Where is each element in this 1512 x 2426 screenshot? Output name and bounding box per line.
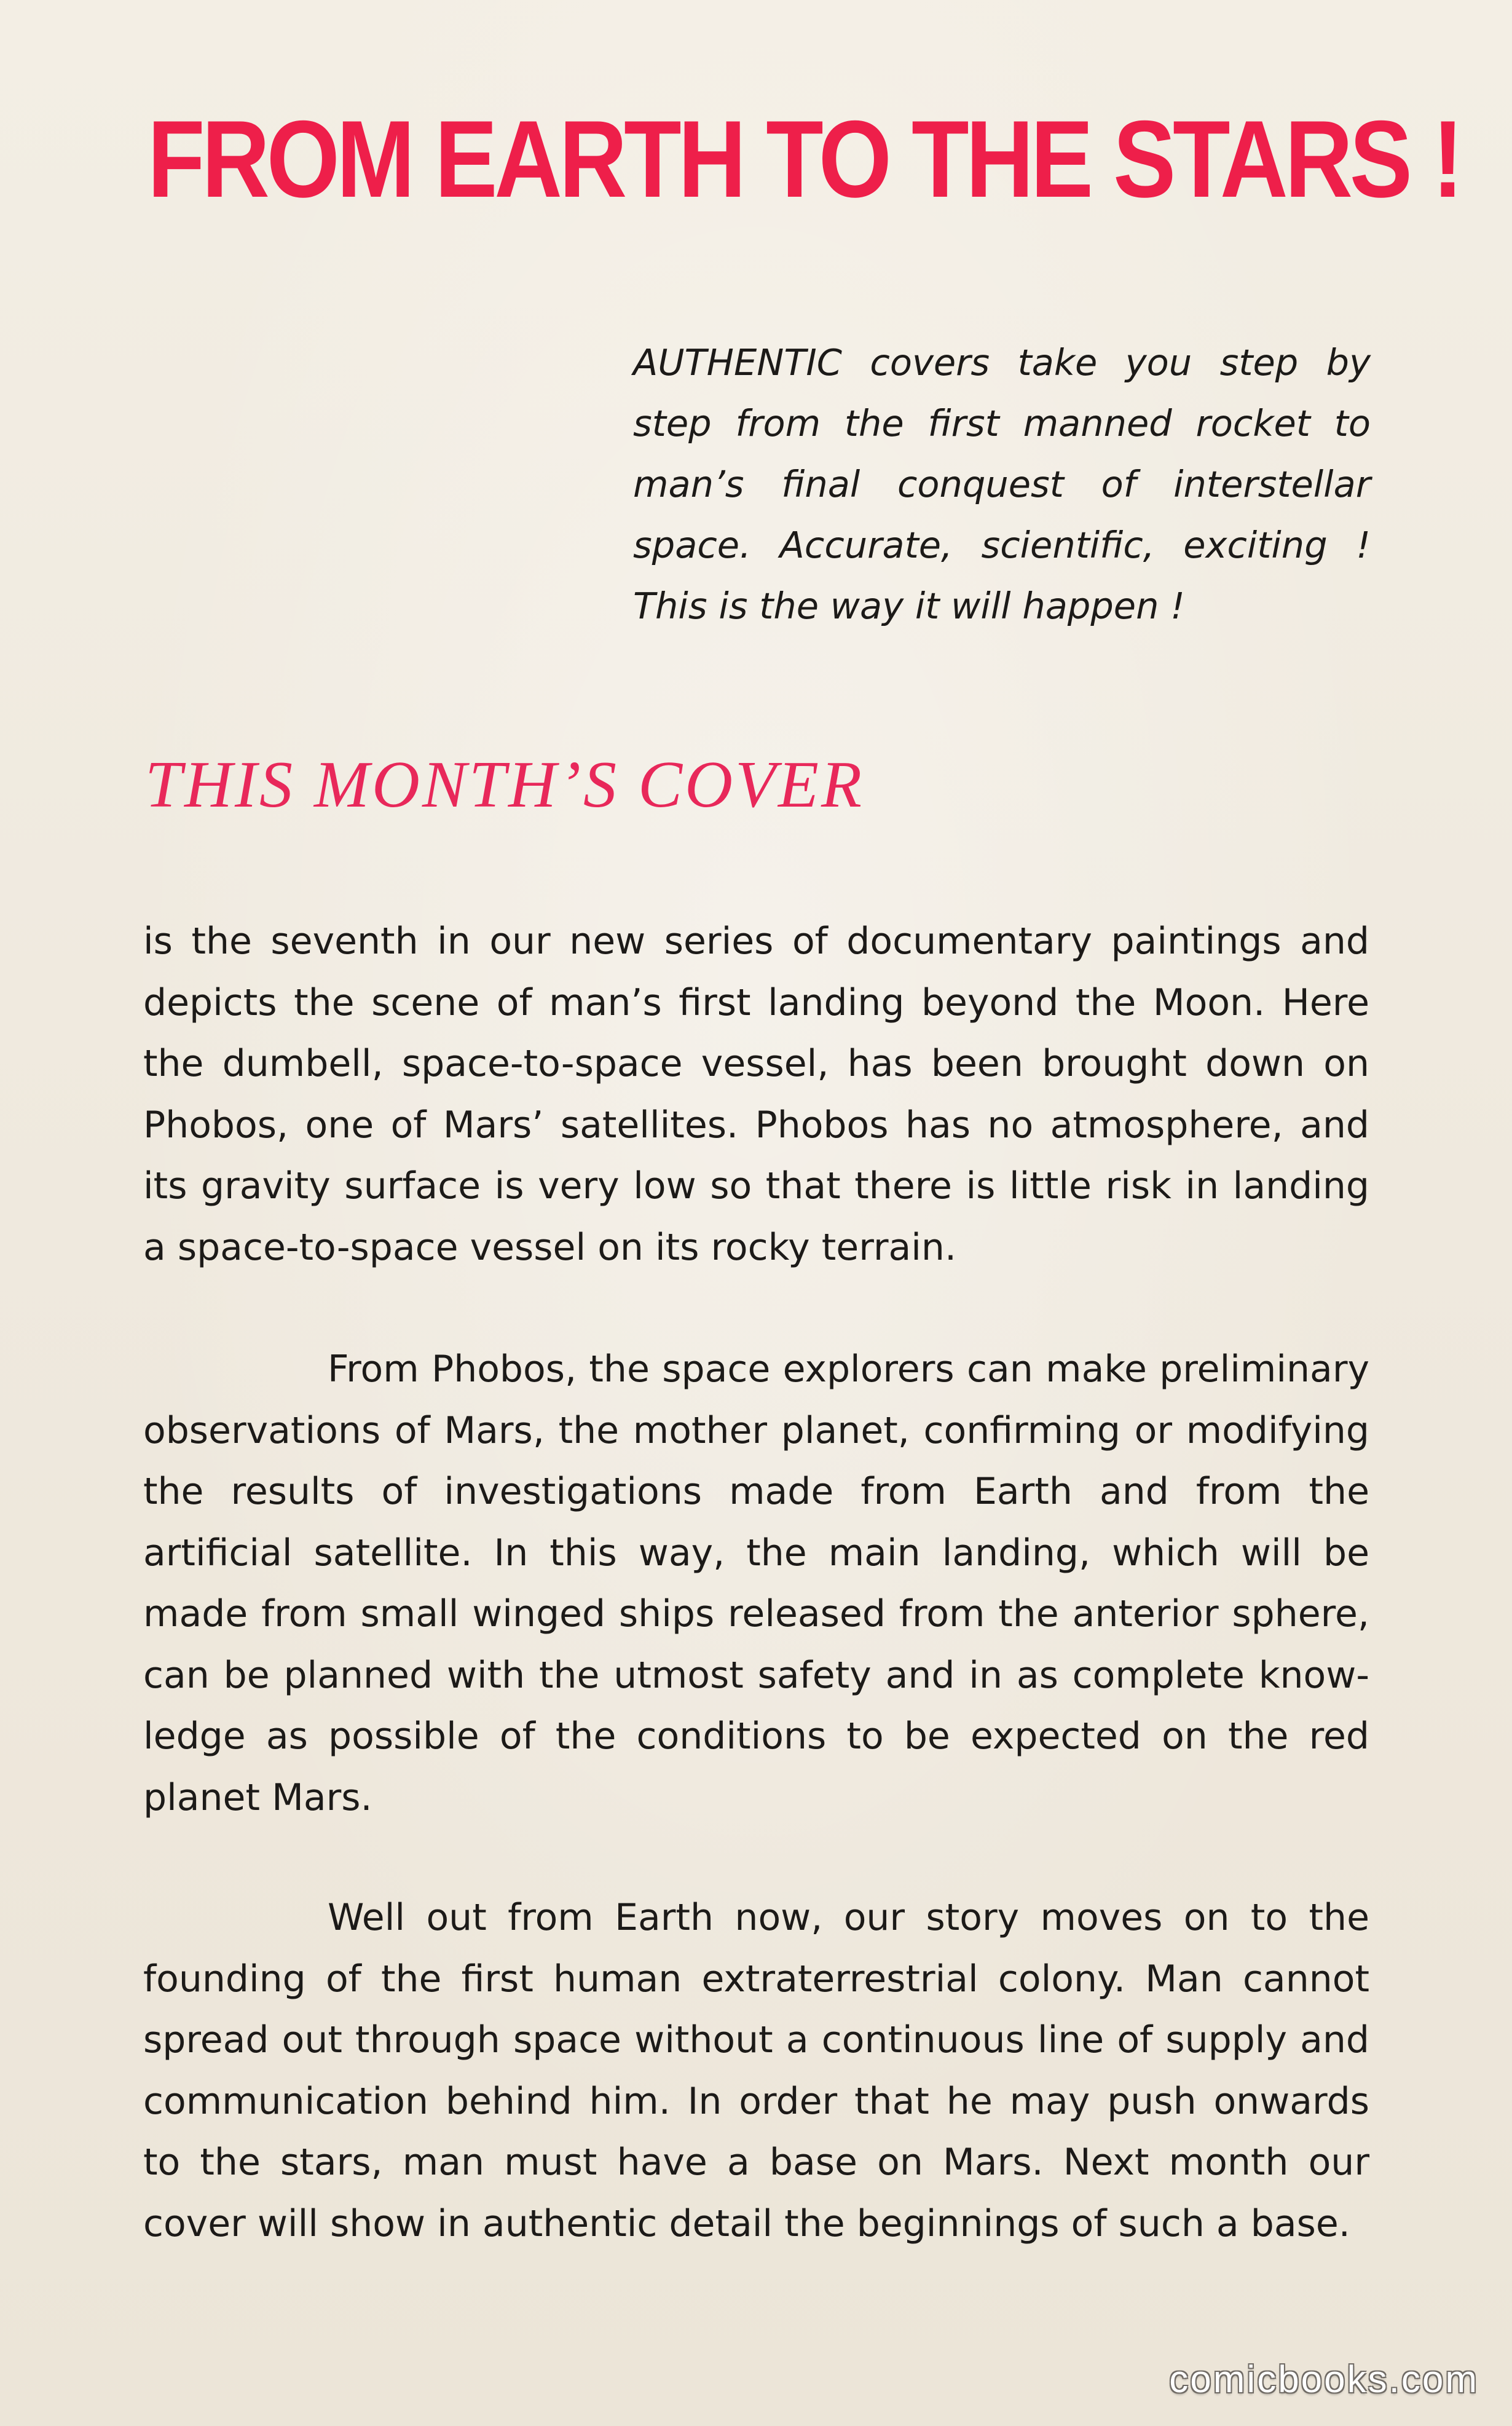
body-paragraph-2: From Phobos, the space explorers can make preliminary observations of Mars, the mother planet, confirming or modifying the results of investigations made from Earth and from the artificial satellite. In this way, the main landing, which will be made from small winged ships released from the anterior sphere, can be planned with the utmost safety and in as complete knowledge as possible of the conditions to be expected on the red planet Mars. [143,1348,1369,1819]
watermark: comicbooks.com [1169,2358,1479,2401]
intro-blurb: AUTHENTIC covers take you step by step from the first manned rocket to man’s final conquest of interstellar space. Accurate, scientific, exciting ! This is the way it will happen ! [633,341,1371,627]
body-paragraph-1: is the seventh in our new series of documentary paintings and depicts the scene of man’s first landing beyond the Moon. Here the dumbell, space-to-space vessel, has been brought down on Phobos, one of Mars’ satellites. Phobos has no atmosphere, and its gravity surface is very low so that there is little risk in landing a space-to-space vessel on its rocky terrain. [143,920,1369,1269]
section-heading: THIS MONTH’S COVER [145,748,864,821]
body-paragraph-3: Well out from Earth now, our story moves on to the founding of the first human extraterrestrial colony. Man cannot spread out through space without a continuous line of supply and communication behind him. In order that he may push onwards to the stars, man must have a base on Mars. Next month our cover will show in authentic detail the beginnings of such a base. [143,1896,1369,2245]
main-title: FROM EARTH TO THE STARS ! [148,98,1460,220]
